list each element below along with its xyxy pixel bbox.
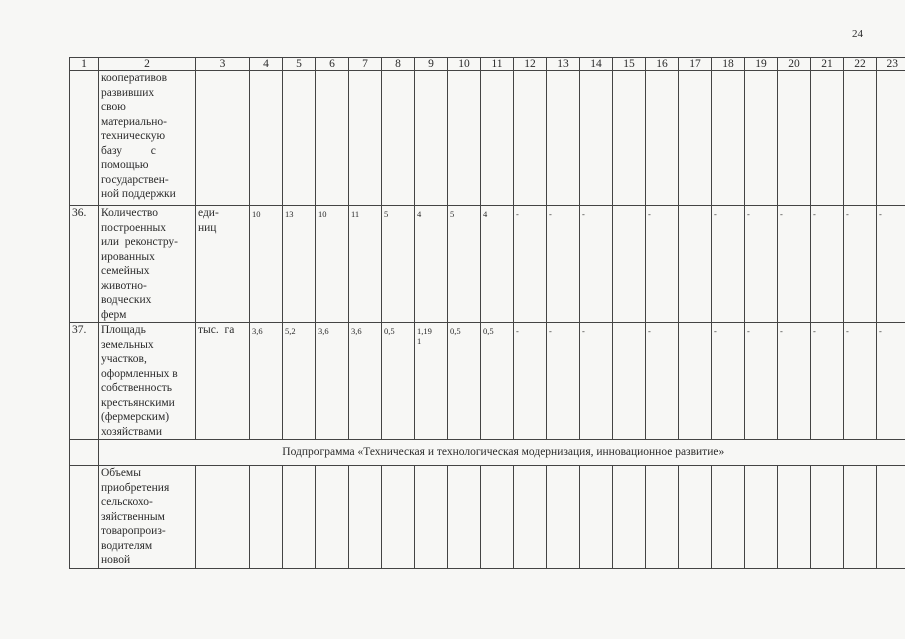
value-cell: -: [811, 323, 844, 440]
column-header-18: 18: [712, 58, 745, 71]
unit-of-measure: [196, 466, 250, 569]
data-table-sheet: [69, 57, 903, 572]
column-header-13: 13: [547, 58, 580, 71]
column-header-15: 15: [613, 58, 646, 71]
value-cell: [844, 466, 877, 569]
row-number: 36.: [70, 206, 99, 323]
value-cell: [613, 323, 646, 440]
value-cell: [745, 466, 778, 569]
indicator-description: Площадь земельных участков, оформленных в собственность крестьянскими (фермерским) хозяйствами: [99, 323, 196, 440]
value-cell: [514, 71, 547, 206]
value-cell: [415, 71, 448, 206]
column-header-19: 19: [745, 58, 778, 71]
value-cell: -: [844, 206, 877, 323]
table-row: [70, 323, 905, 440]
value-cell: [382, 466, 415, 569]
indicator-table: [69, 57, 905, 569]
value-cell: [745, 71, 778, 206]
value-cell: [679, 71, 712, 206]
value-cell: 1,19 1: [415, 323, 448, 440]
value-cell: [778, 466, 811, 569]
value-cell: 0,5: [448, 323, 481, 440]
value-cell: [712, 71, 745, 206]
value-cell: 5: [382, 206, 415, 323]
value-cell: 13: [283, 206, 316, 323]
value-cell: -: [514, 323, 547, 440]
column-header-3: 3: [196, 58, 250, 71]
value-cell: [547, 71, 580, 206]
value-cell: [778, 71, 811, 206]
row-number: [70, 466, 99, 569]
value-cell: -: [580, 206, 613, 323]
value-cell: [547, 466, 580, 569]
column-header-14: 14: [580, 58, 613, 71]
value-cell: -: [514, 206, 547, 323]
value-cell: 3,6: [316, 323, 349, 440]
value-cell: [448, 71, 481, 206]
value-cell: -: [580, 323, 613, 440]
column-header-1: 1: [70, 58, 99, 71]
value-cell: [877, 466, 905, 569]
value-cell: 3,6: [349, 323, 382, 440]
value-cell: [646, 71, 679, 206]
column-header-12: 12: [514, 58, 547, 71]
value-cell: [316, 466, 349, 569]
value-cell: -: [547, 206, 580, 323]
value-cell: [415, 466, 448, 569]
value-cell: [349, 466, 382, 569]
value-cell: [580, 466, 613, 569]
value-cell: [811, 466, 844, 569]
value-cell: [646, 466, 679, 569]
value-cell: 4: [481, 206, 514, 323]
value-cell: 10: [250, 206, 283, 323]
subprogram-row: [70, 440, 905, 466]
column-header-8: 8: [382, 58, 415, 71]
value-cell: 3,6: [250, 323, 283, 440]
value-cell: -: [778, 206, 811, 323]
subprogram-title: Подпрограмма «Техническая и технологическая модернизация, инновационное развитие»: [99, 440, 905, 466]
value-cell: -: [646, 323, 679, 440]
unit-of-measure: [196, 71, 250, 206]
value-cell: -: [646, 206, 679, 323]
row-number: [70, 71, 99, 206]
value-cell: -: [712, 206, 745, 323]
value-cell: -: [811, 206, 844, 323]
value-cell: -: [778, 323, 811, 440]
header-row: [70, 58, 905, 71]
value-cell: [250, 71, 283, 206]
value-cell: [844, 71, 877, 206]
value-cell: [877, 71, 905, 206]
table-row: [70, 206, 905, 323]
column-header-22: 22: [844, 58, 877, 71]
value-cell: [250, 466, 283, 569]
value-cell: [349, 71, 382, 206]
row-number: 37.: [70, 323, 99, 440]
column-header-23: 23: [877, 58, 905, 71]
column-header-5: 5: [283, 58, 316, 71]
value-cell: [613, 71, 646, 206]
value-cell: 0,5: [382, 323, 415, 440]
column-header-21: 21: [811, 58, 844, 71]
column-header-16: 16: [646, 58, 679, 71]
indicator-description: кооперативов развивших свою материально- техническую базу с помощью государствен- ной поддержки: [99, 71, 196, 206]
value-cell: [316, 71, 349, 206]
value-cell: [613, 206, 646, 323]
subprogram-number-cell: [70, 440, 99, 466]
value-cell: [481, 71, 514, 206]
column-header-17: 17: [679, 58, 712, 71]
column-header-10: 10: [448, 58, 481, 71]
value-cell: -: [712, 323, 745, 440]
value-cell: [679, 323, 712, 440]
value-cell: [679, 206, 712, 323]
column-header-6: 6: [316, 58, 349, 71]
value-cell: -: [877, 206, 905, 323]
value-cell: -: [877, 323, 905, 440]
value-cell: 5: [448, 206, 481, 323]
unit-of-measure: еди- ниц: [196, 206, 250, 323]
value-cell: 5,2: [283, 323, 316, 440]
value-cell: 11: [349, 206, 382, 323]
column-header-9: 9: [415, 58, 448, 71]
value-cell: [448, 466, 481, 569]
value-cell: [679, 466, 712, 569]
column-header-7: 7: [349, 58, 382, 71]
value-cell: [283, 466, 316, 569]
value-cell: 0,5: [481, 323, 514, 440]
indicator-description: Объемы приобретения сельскохо- зяйственным товаропроиз- водителям новой: [99, 466, 196, 569]
value-cell: [580, 71, 613, 206]
table-row: [70, 466, 905, 569]
indicator-description: Количество построенных или реконстру- ированных семейных животно- водческих ферм: [99, 206, 196, 323]
column-header-4: 4: [250, 58, 283, 71]
value-cell: [811, 71, 844, 206]
value-cell: [613, 466, 646, 569]
value-cell: 10: [316, 206, 349, 323]
value-cell: [514, 466, 547, 569]
column-header-20: 20: [778, 58, 811, 71]
unit-of-measure: тыс. га: [196, 323, 250, 440]
value-cell: 4: [415, 206, 448, 323]
value-cell: -: [844, 323, 877, 440]
value-cell: [712, 466, 745, 569]
value-cell: [481, 466, 514, 569]
value-cell: -: [745, 206, 778, 323]
column-header-11: 11: [481, 58, 514, 71]
value-cell: -: [745, 323, 778, 440]
value-cell: [382, 71, 415, 206]
column-header-2: 2: [99, 58, 196, 71]
table-row: [70, 71, 905, 206]
value-cell: -: [547, 323, 580, 440]
value-cell: [283, 71, 316, 206]
page-number: 24: [852, 28, 863, 40]
